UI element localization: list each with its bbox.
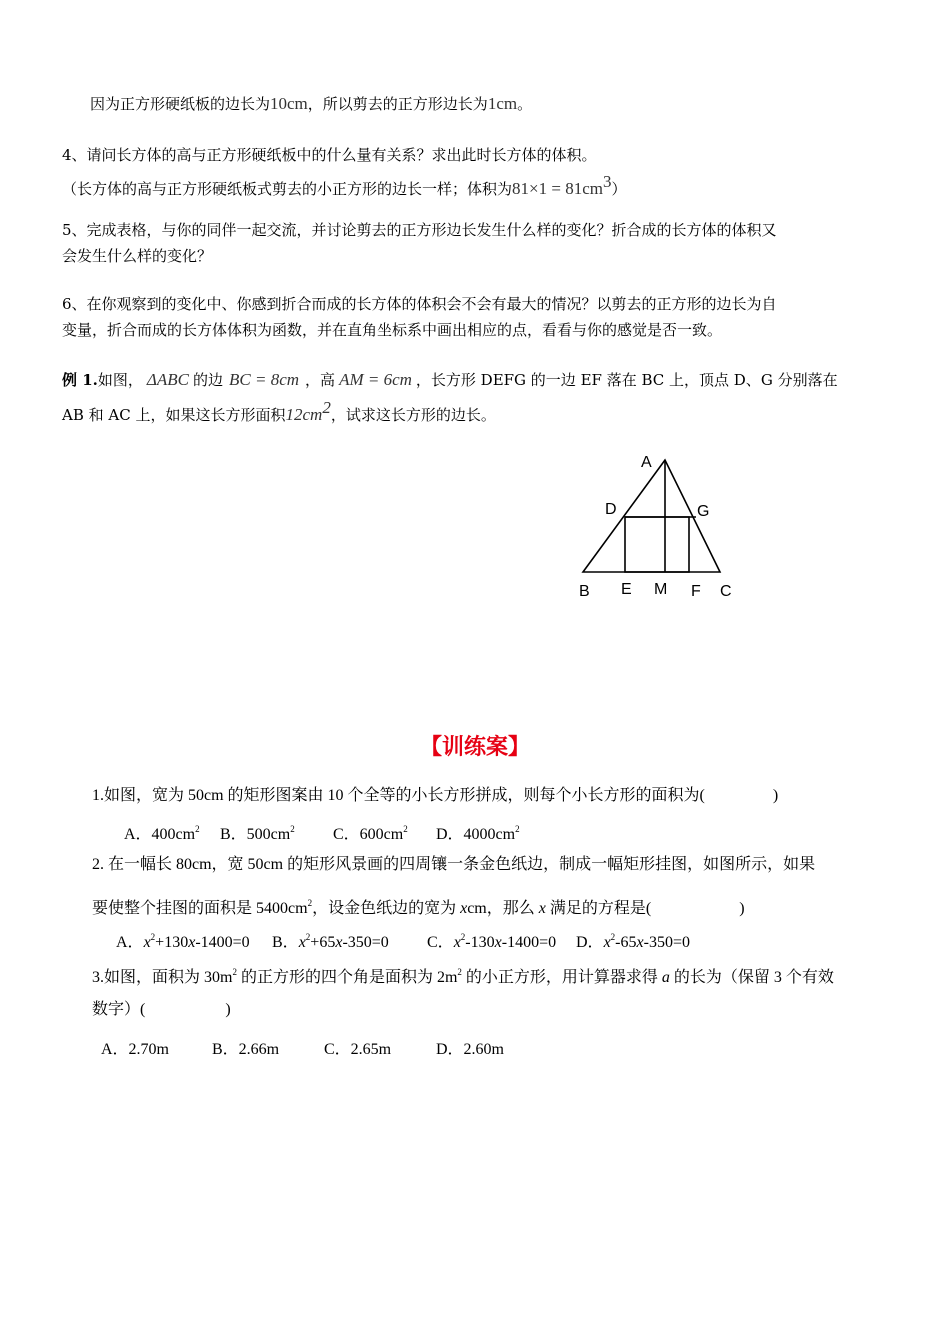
t1-option-c: C．$600cm^2$ xyxy=(333,824,408,843)
example-1-line1 xyxy=(62,370,838,390)
label-g: G xyxy=(697,503,710,520)
rectangle-defg xyxy=(625,517,689,572)
math-bc: BC = 8cm xyxy=(229,370,300,389)
t3-option-a: A．2.70m xyxy=(101,1041,170,1058)
text: ，高 xyxy=(305,371,336,389)
training-question-2-line2: 要使整个挂图的面积是 $5400cm^2$，设金色纸边的宽为 xcm，那么 x 满足的方程是( ) xyxy=(92,898,745,917)
t3-option-d: D．2.60m xyxy=(436,1041,505,1058)
label-f: F xyxy=(691,583,701,600)
t2-option-b: B．$x^2+65x-350=0$ xyxy=(272,932,389,951)
question-4: 4、请问长方体的高与正方形硬纸板中的什么量有关系？求出此时长方体的体积。 xyxy=(62,146,597,164)
t1-option-a: A．$400cm^2$ xyxy=(124,824,200,843)
example-1-line2 xyxy=(62,398,496,425)
question-4-answer xyxy=(62,172,626,199)
t2-option-d: D．$x^2-65x-350=0$ xyxy=(576,932,690,951)
t2-option-c: C．$x^2-130x-1400=0$ xyxy=(427,932,557,951)
question-6-line2: 变量，折合而成的长方体体积为函数，并在直角坐标系中画出相应的点，看看与你的感觉是否一致。 xyxy=(62,321,723,339)
t1-option-d: D．$4000cm^2$ xyxy=(436,824,520,843)
math-am: AM = 6cm xyxy=(339,370,412,389)
math-triangle: ΔABC xyxy=(146,370,189,389)
text: AB 和 AC 上，如果这长方形面积 xyxy=(62,406,286,424)
question-6-line1: 6、在你观察到的变化中、你感到折合而成的长方体的体积会不会有最大的情况？以剪去的正方形的边长为自 xyxy=(62,295,777,313)
section-heading-training: 【训练案】 xyxy=(419,735,530,760)
training-question-3-line2: 数字）( ) xyxy=(92,1001,231,1018)
text: ，所以剪去的正方形边长为 xyxy=(307,95,488,113)
math-area: 12cm xyxy=(285,405,323,424)
math-10cm: 10cm xyxy=(270,94,308,113)
text: ，长方形 DEFG 的一边 EF 落在 BC 上，顶点 D、G 分别落在 xyxy=(415,371,838,389)
text: ) xyxy=(772,787,779,804)
superscript: 2 xyxy=(322,398,331,417)
question-5-line2: 会发生什么样的变化？ xyxy=(62,247,213,265)
text: 1.如图，宽为 50cm 的矩形图案由 10 个全等的小长方形拼成，则每个小长方形的面积为( xyxy=(92,787,705,804)
text: 因为正方形硬纸板的边长为 xyxy=(90,95,271,113)
training-question-1 xyxy=(92,786,778,806)
text: ，试求这长方形的边长。 xyxy=(330,406,496,424)
paragraph-side-length xyxy=(90,94,532,114)
label-d: D xyxy=(605,501,617,518)
math-1cm: 1cm xyxy=(487,94,518,113)
triangle-rectangle-figure xyxy=(570,445,750,605)
text: 。 xyxy=(517,95,533,113)
training-question-2-line1: 2. 在一幅长 80cm，宽 50cm 的矩形风景画的四周镶一条金色纸边，制成一幅矩形挂图，如图所示，如果 xyxy=(92,856,816,873)
superscript: 3 xyxy=(602,172,612,191)
t2-option-a: A．$x^2+130x-1400=0$ xyxy=(116,932,250,951)
label-m: M xyxy=(654,581,668,598)
example-label: 例 1. xyxy=(62,371,98,389)
question-5-line1: 5、完成表格，与你的同伴一起交流，并讨论剪去的正方形边长发生什么样的变化？折合成的长方体的体积又 xyxy=(62,221,777,239)
label-c: C xyxy=(720,583,732,600)
t3-option-b: B．2.66m xyxy=(212,1041,280,1058)
text: ） xyxy=(611,180,627,198)
t3-option-c: C．2.65m xyxy=(324,1041,392,1058)
text: 的边 xyxy=(193,371,224,389)
text: （长方体的高与正方形硬纸板式剪去的小正方形的边长一样；体积为 xyxy=(62,180,513,198)
training-question-3-line1: 3.如图，面积为 $30m^2$ 的正方形的四个角是面积为 $2m^2$ 的小正方形，用计算器求得 a 的长为（保留 3 个有效 xyxy=(92,967,834,986)
text: 如图， xyxy=(97,371,143,389)
label-b: B xyxy=(579,583,590,600)
label-e: E xyxy=(621,581,632,598)
label-a: A xyxy=(641,454,652,471)
math-volume: 81×1 = 81cm xyxy=(512,179,603,198)
t1-option-b: B．$500cm^2$ xyxy=(220,824,295,843)
